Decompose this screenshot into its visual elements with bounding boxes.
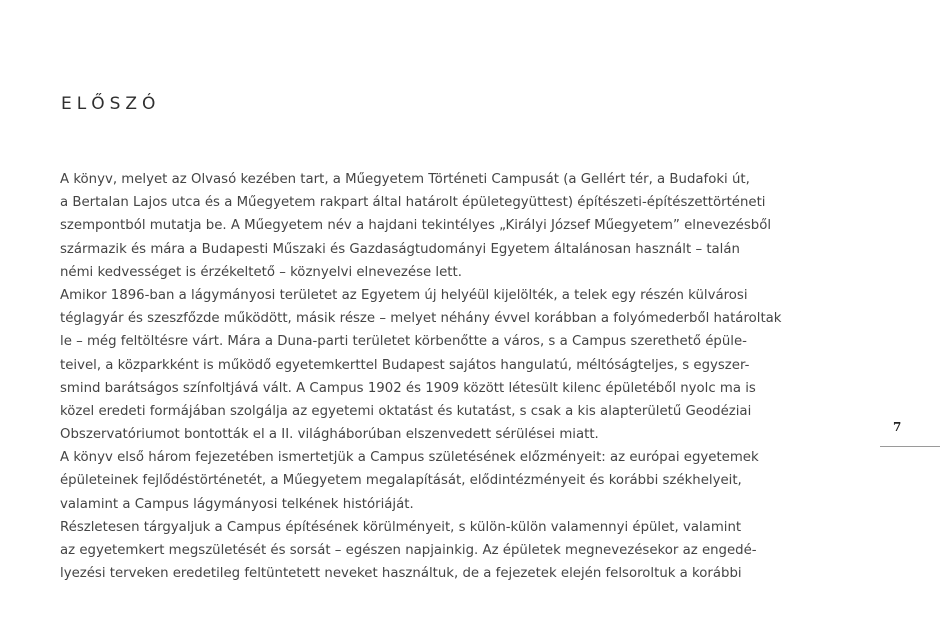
text-line: valamint a Campus lágymányosi telkének históriáját. — [60, 496, 414, 512]
page-number-rule — [880, 446, 940, 447]
text-line: smind barátságos színfoltjává vált. A Campus 1902 és 1909 között létesült kilenc épületéből nyolc ma is — [60, 380, 756, 396]
text-line: épületeinek fejlődéstörténetét, a Műegyetem megalapítását, elődintézményeit és korábbi székhelyeit, — [60, 473, 742, 489]
text-line: származik és mára a Budapesti Műszaki és Gazdaságtudományi Egyetem általánosan használt – talán — [60, 241, 740, 257]
text-line: téglagyár és szeszfőzde működött, másik része – melyet néhány évvel korábban a folyómederből határoltak — [60, 311, 782, 327]
text-line: Amikor 1896-ban a lágymányosi területet az Egyetem új helyéül kijelölték, a telek egy részén külvárosi — [60, 287, 748, 303]
text-line: Részletesen tárgyaljuk a Campus építésének körülményeit, s külön-külön valamennyi épület, valamint — [60, 519, 742, 535]
text-line: közel eredeti formájában szolgálja az egyetemi oktatást és kutatást, s csak a kis alapterületű Geodéziai — [60, 403, 752, 419]
body-text — [60, 168, 820, 585]
page-number: 7 — [893, 420, 902, 434]
text-line: némi kedvességet is érzékeltető – köznyelvi elnevezése lett. — [60, 264, 462, 280]
text-line: A könyv, melyet az Olvasó kezében tart, a Műegyetem Történeti Campusát (a Gellért tér, a Budafoki út, — [60, 172, 750, 187]
text-line: teivel, a közparkként is működő egyetemkerttel Budapest sajátos hangulatú, méltóságteljes, s egyszer- — [60, 357, 750, 373]
text-line: Obszervatóriumot bontották el a II. világháborúban elszenvedett sérülései miatt. — [60, 427, 599, 443]
text-line: A könyv első három fejezetében ismertetjük a Campus születésének előzményeit: az európai egyetemek — [60, 450, 759, 466]
text-line: az egyetemkert megszületését és sorsát – egészen napjainkig. Az épületek megnevezésekor az engedé- — [60, 543, 757, 558]
text-line: lyezési terveken eredetileg feltüntetett neveket használtuk, de a fejezetek elején felsoroltuk a korábbi — [60, 566, 742, 582]
text-line: a Bertalan Lajos utca és a Műegyetem rakpart által határolt épületegyüttest) építészeti-építészettörténeti — [60, 195, 766, 211]
page-title: ELŐSZÓ — [61, 94, 161, 114]
text-line: le – még feltöltésre várt. Mára a Duna-parti területet körbenőtte a város, s a Campus szerethető épüle- — [60, 334, 747, 350]
text-line: szempontból mutatja be. A Műegyetem név a hajdani tekintélyes „Királyi József Műegyetem” elnevezésből — [60, 218, 772, 234]
